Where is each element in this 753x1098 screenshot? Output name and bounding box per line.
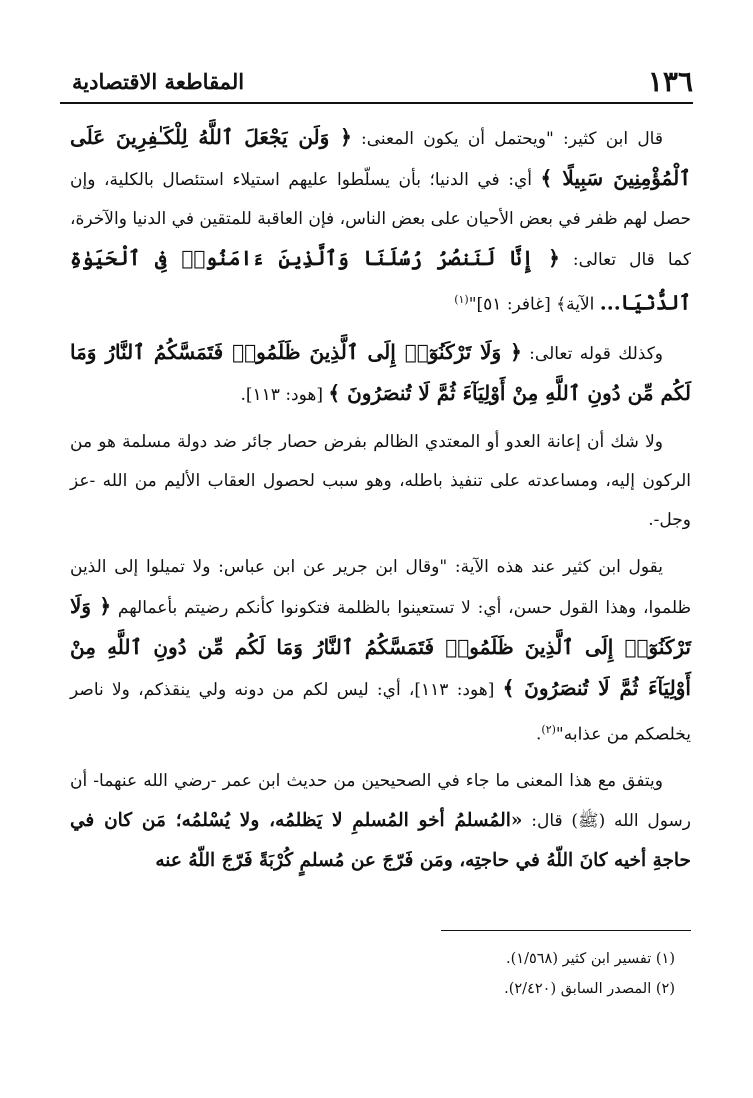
- footnote-divider: [441, 930, 691, 931]
- running-title: المقاطعة الاقتصادية: [72, 68, 245, 94]
- p2-text-a: وكذلك قوله تعالى:: [521, 343, 663, 364]
- footnote-ref: (١): [454, 293, 469, 306]
- page-body: [70, 118, 691, 889]
- quran-verse: ﴿ إِنَّا لَنَنصُرُ رُسُلَنَا وَٱلَّذِينَ ءَامَنُوا۟ فِى ٱلْحَيَوٰةِ ٱلدُّنْيَا...: [70, 246, 691, 315]
- paragraph-1: [70, 118, 691, 325]
- header-divider: [60, 102, 693, 104]
- p5-text-a: ويتفق مع هذا المعنى ما جاء في الصحيحين من حديث ابن عمر -رضي الله عنهما- أن رسول الله (ﷺ) قال:: [70, 771, 691, 832]
- p4-end: .: [535, 724, 542, 745]
- quran-verse: ﴿ وَلَا تَرْكَنُوٓا۟ إِلَى ٱلَّذِينَ ظَلَمُوا۟ فَتَمَسَّكُمُ ٱلنَّارُ وَمَا لَكُم مِّن دُونِ ٱللَّهِ مِنْ أَوْلِيَآءَ ثُمَّ لَا تُنصَرُونَ ﴾: [70, 339, 691, 405]
- paragraph-3: ولا شك أن إعانة العدو أو المعتدي الظالم بفرض حصار جائر ضد دولة مسلمة هو من الركون إليه، ومساعدته على تنفيذ باطله، وهو سبب لحصول العقاب الأليم من الله -عز وجل-.: [70, 431, 691, 530]
- footnote-ref: (٢): [541, 722, 556, 736]
- quran-verse: ﴿ وَلَا تَرْكَنُوٓا۟ إِلَى ٱلَّذِينَ ظَلَمُوا۟ فَتَمَسَّكُمُ ٱلنَّارُ وَمَا لَكُم مِّن دُونِ ٱللَّهِ مِنْ أَوْلِيَآءَ ثُمَّ لَا تُنصَرُونَ ﴾: [70, 593, 691, 700]
- p4-text-b: [هود: ١١٣]، أي: ليس لكم من دونه ولي ينقذكم، ولا ناصر يخلصكم من عذابه": [70, 679, 691, 745]
- page-number: ١٣٦: [647, 64, 693, 98]
- footnote-2: (٢) المصدر السابق (٢/٤٢٠).: [504, 981, 675, 997]
- footnotes: [70, 944, 675, 1004]
- p4-text-a: يقول ابن كثير عند هذه الآية: "وقال ابن جرير عن ابن عباس: ولا تميلوا إلى الذين ظلموا، وهذا القول حسن، أي: لا تستعينوا بالظلمة فتكونوا كأنكم رضيتم بأعمالهم: [70, 556, 691, 618]
- p1-text-b: أي: في الدنيا؛ بأن يسلّطوا عليهم استيلاء استئصال بالكلية، وإن حصل لهم ظفر في بعض الأحيان على بعض الناس، فإن العاقبة للمتقين في الدنيا والآخرة، كما قال تعالى:: [70, 170, 691, 270]
- paragraph-5: [70, 762, 691, 881]
- paragraph-2: [70, 333, 691, 415]
- page-header: [72, 62, 693, 100]
- p1-text-a: قال ابن كثير: "ويحتمل أن يكون المعنى:: [351, 129, 663, 149]
- footnote-1: (١) تفسير ابن كثير (١/٥٦٨).: [506, 951, 675, 967]
- paragraph-4: [70, 548, 691, 755]
- p1-text-c: الآية﴾ [غافر: ٥١]": [468, 294, 600, 315]
- p2-text-b: [هود: ١١٣].: [240, 384, 329, 405]
- hadith-text: «المُسلمُ أخو المُسلمِ لا يَظلمُه، ولا يُسْلمُه؛ مَن كان في حاجةِ أخيه كانَ اللّهُ في حاجتِه، ومَن فَرّجَ عن مُسلمٍ كُرْبَةً فَرّجَ اللّهُ عنه: [70, 810, 691, 872]
- quran-verse: ﴿ وَلَن يَجْعَلَ ٱللَّهُ لِلْكَـٰفِرِينَ عَلَى ٱلْمُؤْمِنِينَ سَبِيلًا ﴾: [70, 125, 691, 190]
